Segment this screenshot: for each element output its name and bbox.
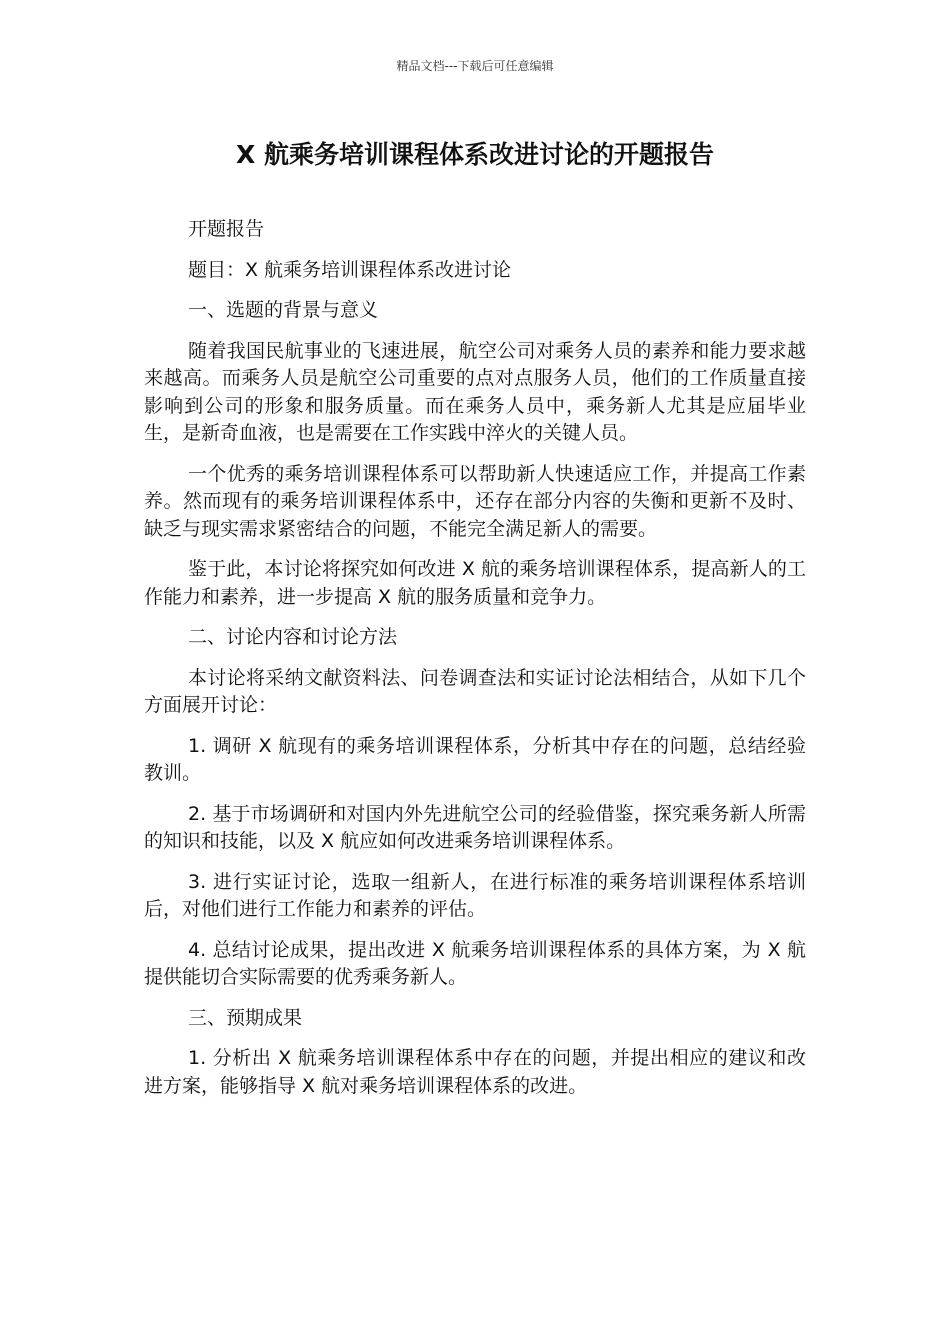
list-item: 4. 总结讨论成果，提出改进 X 航乘务培训课程体系的具体方案，为 X 航提供能切合实际需要的优秀乘务新人。: [144, 938, 806, 988]
paragraph: 一个优秀的乘务培训课程体系可以帮助新人快速适应工作，并提高工作素养。然而现有的乘务培训课程体系中，还存在部分内容的失衡和更新不及时、缺乏与现实需求紧密结合的问题，不能完全满足新人的需要。: [144, 462, 806, 540]
list-item: 3. 进行实证讨论，选取一组新人，在进行标准的乘务培训课程体系培训后，对他们进行工作能力和素养的评估。: [144, 870, 806, 920]
section-heading-outcomes: 三、预期成果: [188, 1006, 303, 1029]
section-heading-methods: 二、讨论内容和讨论方法: [188, 626, 398, 648]
document-body: [144, 216, 806, 1113]
list-item: 2. 基于市场调研和对国内外先进航空公司的经验借鉴，探究乘务新人所需的知识和技能，以及 X 航应如何改进乘务培训课程体系。: [144, 802, 806, 852]
report-label: 开题报告: [188, 218, 265, 240]
section-heading-background: 一、选题的背景与意义: [188, 299, 379, 321]
report-topic: 题目：X 航乘务培训课程体系改进讨论: [188, 258, 512, 281]
paragraph: 本讨论将采纳文献资料法、问卷调查法和实证讨论法相结合，从如下几个方面展开讨论：: [144, 666, 806, 716]
paragraph: 鉴于此，本讨论将探究如何改进 X 航的乘务培训课程体系，提高新人的工作能力和素养，进一步提高 X 航的服务质量和竞争力。: [144, 558, 806, 608]
list-item: 1. 分析出 X 航乘务培训课程体系中存在的问题，并提出相应的建议和改进方案，能够指导 X 航对乘务培训课程体系的改进。: [144, 1047, 806, 1097]
list-item: 1. 调研 X 航现有的乘务培训课程体系，分析其中存在的问题，总结经验教训。: [144, 734, 806, 784]
header-note: 精品文档---下载后可任意编辑: [396, 59, 554, 73]
page-title: X 航乘务培训课程体系改进讨论的开题报告: [236, 140, 714, 169]
paragraph: 随着我国民航事业的飞速进展，航空公司对乘务人员的素养和能力要求越来越高。而乘务人员是航空公司重要的点对点服务人员，他们的工作质量直接影响到公司的形象和服务质量。而在乘务人员中，乘务新人尤其是应届毕业生，是新奇血液，也是需要在工作实践中淬火的关键人员。: [144, 339, 806, 444]
